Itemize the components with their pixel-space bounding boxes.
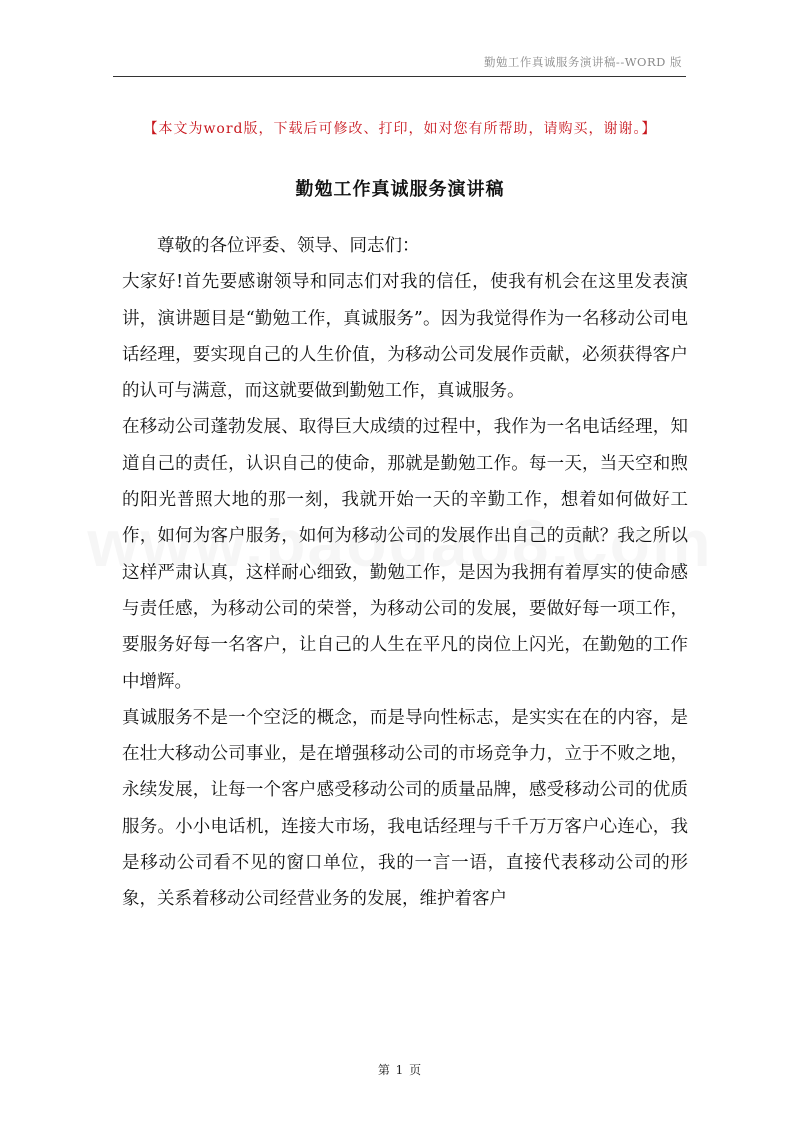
download-notice: 【本文为word版，下载后可修改、打印，如对您有所帮助，请购买，谢谢。】 xyxy=(143,121,657,137)
paragraph-3: 真诚服务不是一个空泛的概念，而是导向性标志，是实实在在的内容，是在壮大移动公司事业，是在增强移动公司的市场竞争力，立于不败之地，永续发展，让每一个客户感受移动公司的质量品牌，感受移动公司的优质服务。小小电话机，连接大市场，我电话经理与千千万万客户心连心，我是移动公司看不见的窗口单位，我的一言一语，直接代表移动公司的形象，关系着移动公司经营业务的发展，维护着客户 xyxy=(122,707,688,910)
document-title: 勤勉工作真诚服务演讲稿 xyxy=(295,179,505,200)
salutation: 尊敬的各位评委、领导、同志们： xyxy=(157,236,420,256)
document-body xyxy=(122,228,688,918)
paragraph-1: 大家好!首先要感谢领导和同志们对我的信任，使我有机会在这里发表演讲，演讲题目是“勤勉工作，真诚服务”。因为我觉得作为一名移动公司电话经理，要实现自己的人生价值，为移动公司发展作贡献，必须获得客户的认可与满意，而这就要做到勤勉工作，真诚服务。 xyxy=(122,272,688,402)
paragraph-2: 在移动公司蓬勃发展、取得巨大成绩的过程中，我作为一名电话经理，知道自己的责任，认识自己的使命，那就是勤勉工作。每一天，当天空和煦的阳光普照大地的那一刻，我就开始一天的辛勤工作，想着如何做好工作，如何为客户服务，如何为移动公司的发展作出自己的贡献？我之所以这样严肃认真，这样耐心细致，勤勉工作，是因为我拥有着厚实的使命感与责任感，为移动公司的荣誉，为移动公司的发展，要做好每一项工作，要服务好每一名客户，让自己的人生在平凡的岗位上闪光，在勤勉的工作中增辉。 xyxy=(122,417,688,692)
header-divider xyxy=(113,76,686,77)
page-number: 第 1 页 xyxy=(377,1063,423,1077)
running-header: 勤勉工作真诚服务演讲稿--WORD 版 xyxy=(483,55,682,69)
